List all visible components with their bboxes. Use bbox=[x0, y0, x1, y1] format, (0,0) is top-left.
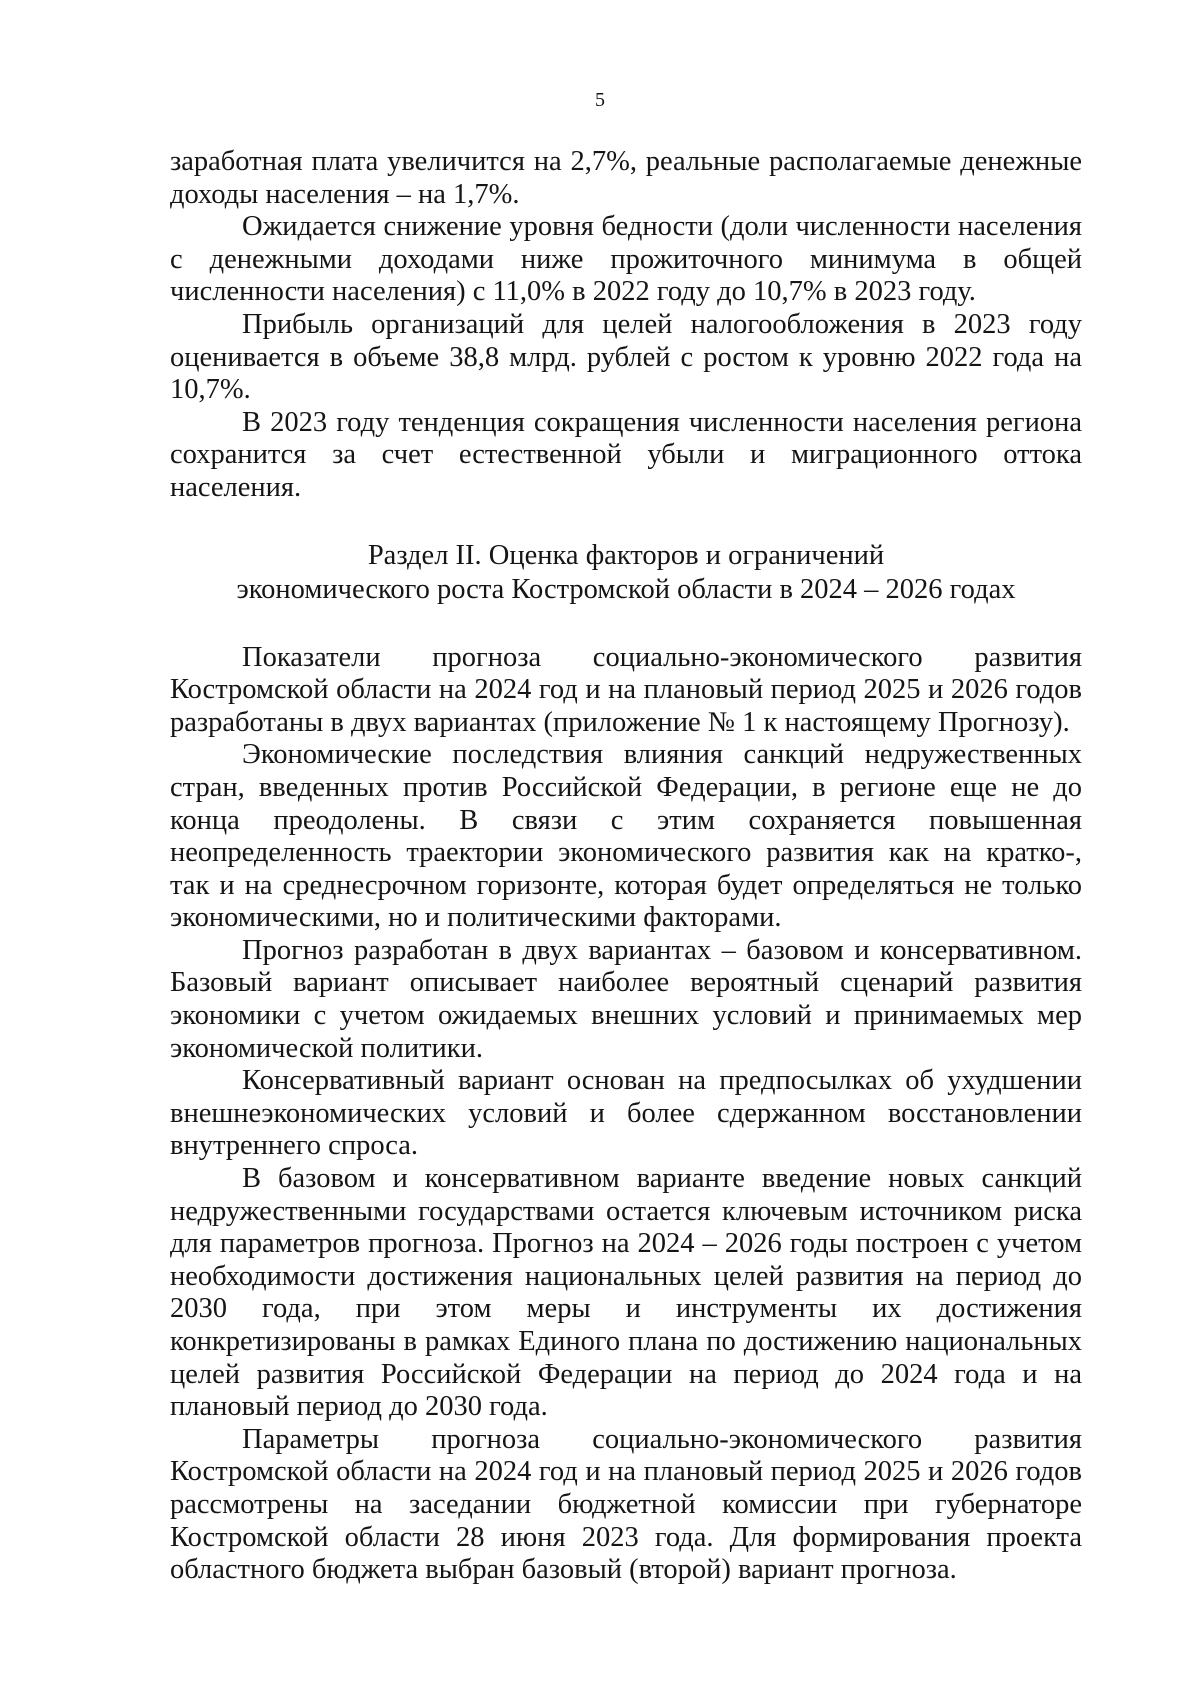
section-heading bbox=[170, 539, 1082, 607]
paragraph-poverty-level: Ожидается снижение уровня бедности (доли численности населения с денежными доходами ниже прожиточного минимума в общей численности населения) с 11,0% в 2022 году до 10,7% в 2023 году. bbox=[170, 211, 1082, 308]
paragraph-organization-profit: Прибыль организаций для целей налогообложения в 2023 году оценивается в объеме 38,8 млрд. рублей с ростом к уровню 2022 года на 10,7%. bbox=[170, 308, 1082, 406]
paragraph-sanctions-consequences: Экономические последствия влияния санкций недружественных стран, введенных против Российской Федерации, в регионе еще не до конца преодолены. В связи с этим сохраняется повышенная неопределенность траектории экономического развития как на кратко-, так и на среднесрочном горизонте, которая будет определяться не только экономическими, но и политическими факторами. bbox=[170, 739, 1082, 934]
paragraph-sanctions-risk: В базовом и консервативном варианте введение новых санкций недружественными государствами остается ключевым источником риска для параметров прогноза. Прогноз на 2024 – 2026 годы построен с учетом необходимости достижения национальных целей развития на период до 2030 года, при этом меры и инструменты их достижения конкретизированы в рамках Единого плана по достижению национальных целей развития Российской Федерации на период до 2024 года и на плановый период до 2030 года. bbox=[170, 1163, 1082, 1423]
section-heading-line-2: экономического роста Костромской области в 2024 – 2026 годах bbox=[236, 573, 1016, 605]
paragraph-population-decline: В 2023 году тенденция сокращения численности населения региона сохранится за счет естественной убыли и миграционного оттока населения. bbox=[170, 406, 1082, 503]
paragraph-base-conservative: Прогноз разработан в двух вариантах – базовом и консервативном. Базовый вариант описывает наиболее вероятный сценарий развития экономики с учетом ожидаемых внешних условий и принимаемых мер экономической политики. bbox=[170, 934, 1082, 1064]
paragraph-conservative-variant: Консервативный вариант основан на предпосылках об ухудшении внешнеэкономических условий и более сдержанном восстановлении внутреннего спроса. bbox=[170, 1065, 1082, 1162]
document-body bbox=[170, 146, 1082, 1587]
section-heading-line-1: Раздел II. Оценка факторов и ограничений bbox=[367, 539, 885, 571]
page-number: 5 bbox=[595, 89, 605, 111]
paragraph-wages-income: заработная плата увеличится на 2,7%, реальные располагаемые денежные доходы населения – на 1,7%. bbox=[170, 146, 1082, 210]
paragraph-budget-commission: Параметры прогноза социально-экономического развития Костромской области на 2024 год и на плановый период 2025 и 2026 годов рассмотрены на заседании бюджетной комиссии при губернаторе Костромской области 28 июня 2023 года. Для формирования проекта областного бюджета выбран базовый (второй) вариант прогноза. bbox=[170, 1423, 1082, 1586]
paragraph-forecast-variants: Показатели прогноза социально-экономического развития Костромской области на 2024 год и на плановый период 2025 и 2026 годов разработаны в двух вариантах (приложение № 1 к настоящему Прогнозу). bbox=[170, 641, 1082, 738]
